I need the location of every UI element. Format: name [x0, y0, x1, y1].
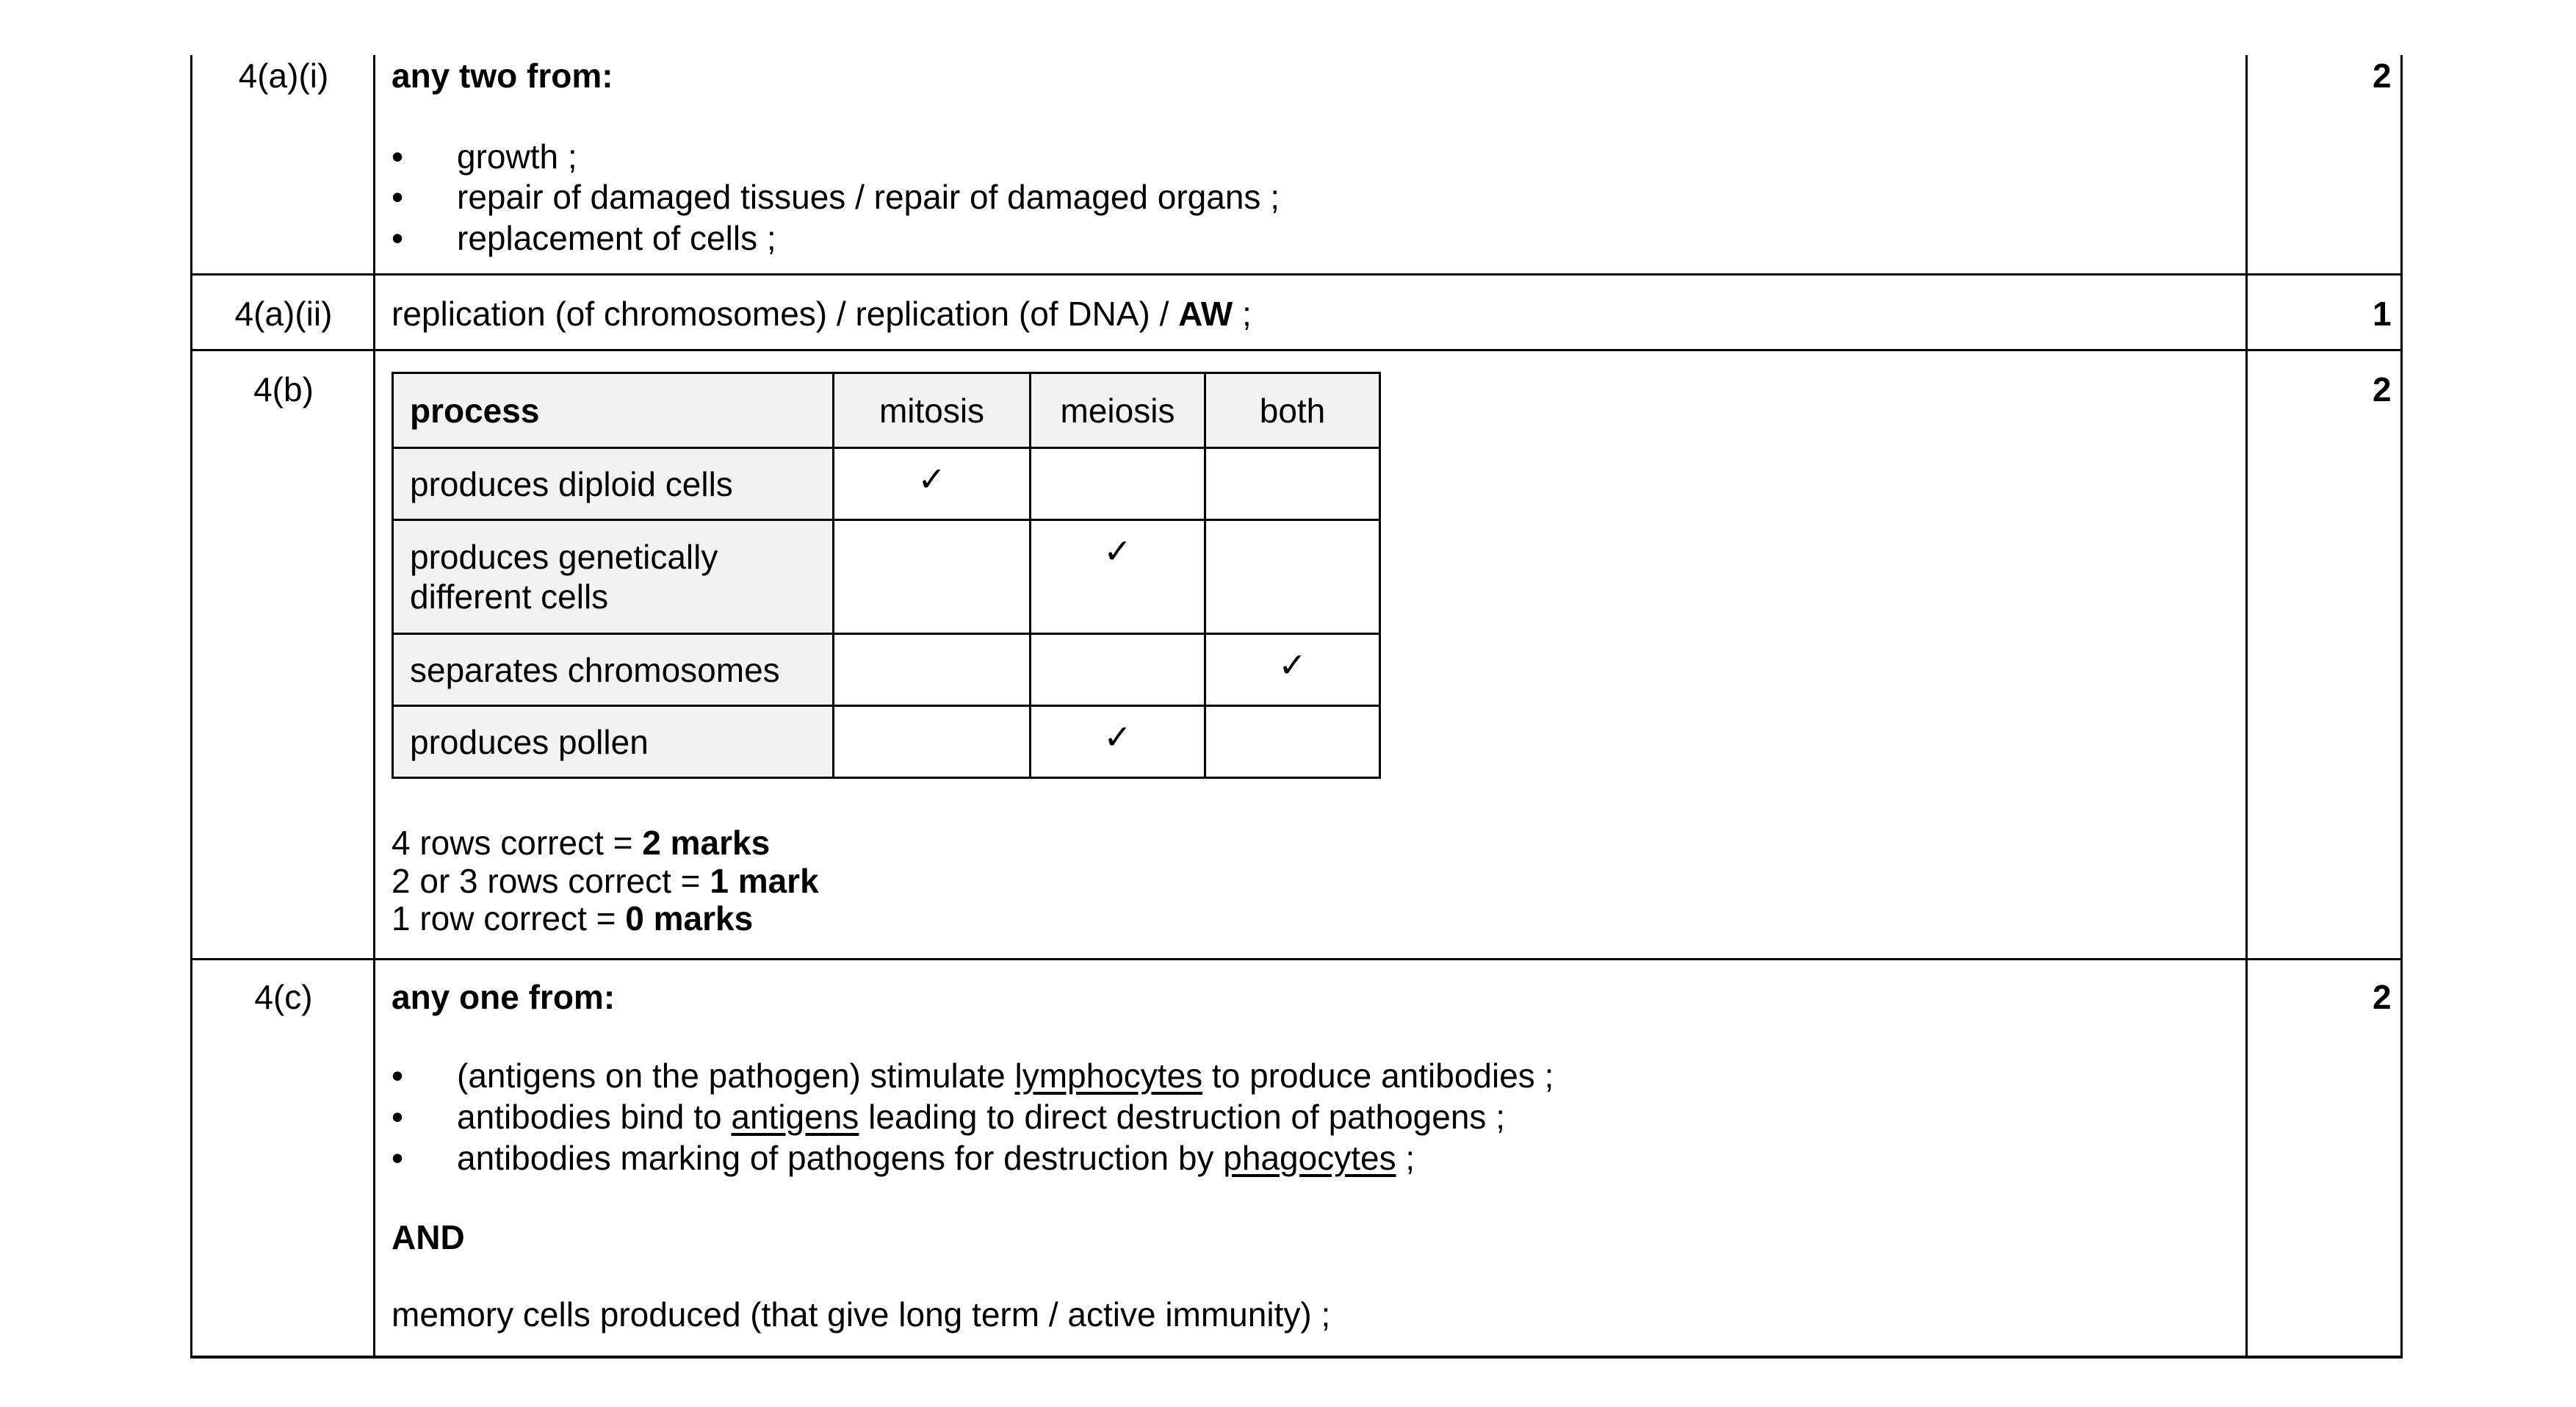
tick-cell: [834, 634, 1031, 706]
table-header-row: [393, 373, 1380, 448]
row-divider: [190, 958, 2403, 960]
point-text: antibodies marking of pathogens for destruction by: [457, 1139, 1224, 1177]
answer-final-point: memory cells produced (that give long term / active immunity) ;: [392, 1295, 1331, 1334]
answer-heading: any two from:: [392, 57, 613, 95]
answer-point: replacement of cells ;: [457, 219, 776, 257]
bullet-icon: •: [392, 1139, 404, 1177]
table-border-right: [2400, 55, 2403, 1359]
table-row: [393, 634, 1380, 706]
marks-value: 1: [2373, 295, 2392, 333]
table-divider-question: [373, 55, 375, 1359]
scoring-marks: 2 marks: [642, 824, 771, 862]
process-line: different cells: [410, 577, 609, 616]
tick-cell: [1031, 634, 1205, 706]
process-cell: produces pollen: [393, 706, 834, 778]
table-divider-marks: [2245, 55, 2248, 1359]
table-row: [393, 706, 1380, 778]
answer-text: [392, 294, 1252, 334]
underlined-keyword: lymphocytes: [1014, 1057, 1203, 1095]
scoring-line: [392, 823, 770, 863]
row-divider: [190, 349, 2403, 351]
tick-cell: [1205, 520, 1380, 634]
tick-cell: [834, 706, 1031, 778]
answer-point: growth ;: [457, 137, 577, 176]
answer-point: [457, 1097, 1505, 1137]
tick-icon: ✓: [1031, 706, 1205, 778]
answer-point: repair of damaged tissues / repair of damaged organs ;: [457, 178, 1280, 216]
and-label: AND: [392, 1218, 465, 1256]
point-text: leading to direct destruction of pathogens ;: [859, 1098, 1505, 1136]
process-cell: [393, 520, 834, 634]
bullet-icon: •: [392, 1057, 404, 1095]
header-meiosis: meiosis: [1031, 373, 1205, 448]
bullet-icon: •: [392, 219, 404, 257]
scoring-text: 2 or 3 rows correct =: [392, 862, 710, 900]
scoring-line: [392, 899, 753, 938]
scoring-text: 1 row correct =: [392, 899, 626, 938]
scoring-marks: 0 marks: [625, 899, 754, 938]
process-line: produces genetically: [410, 538, 718, 576]
scoring-line: [392, 861, 819, 901]
answer-text-end: ;: [1233, 295, 1252, 333]
question-number: 4(b): [253, 370, 314, 409]
question-number: 4(a)(i): [238, 57, 329, 95]
tick-icon: ✓: [1031, 520, 1205, 634]
point-text: to produce antibodies ;: [1202, 1057, 1554, 1095]
tick-cell: [1205, 706, 1380, 778]
scoring-text: 4 rows correct =: [392, 824, 643, 862]
process-cell: produces diploid cells: [393, 448, 834, 520]
point-text: antibodies bind to: [457, 1098, 732, 1136]
row-divider: [190, 273, 2403, 276]
table-row: [393, 448, 1380, 520]
tick-cell: [1205, 448, 1380, 520]
tick-cell: [1031, 448, 1205, 520]
scoring-marks: 1 mark: [710, 862, 819, 900]
answer-point: [457, 1138, 1415, 1178]
answer-text-main: replication (of chromosomes) / replication (of DNA) /: [392, 295, 1179, 333]
table-border-left: [190, 55, 192, 1359]
answer-point: [457, 1056, 1554, 1095]
tick-icon: ✓: [1205, 634, 1380, 706]
answer-heading: any one from:: [392, 978, 616, 1016]
header-process: process: [393, 373, 834, 448]
tick-cell: [834, 520, 1031, 634]
underlined-keyword: antigens: [731, 1098, 859, 1136]
bullet-icon: •: [392, 1098, 404, 1136]
tick-icon: ✓: [834, 448, 1031, 520]
marks-value: 2: [2373, 978, 2392, 1016]
question-number: 4(c): [254, 978, 313, 1016]
answer-text-aw: AW: [1178, 295, 1233, 333]
question-number: 4(a)(ii): [234, 295, 333, 333]
marks-value: 2: [2373, 57, 2392, 95]
table-row: [393, 520, 1380, 634]
header-both: both: [1205, 373, 1380, 448]
header-mitosis: mitosis: [834, 373, 1031, 448]
process-table: [392, 372, 1381, 779]
underlined-keyword: phagocytes: [1223, 1139, 1396, 1177]
process-cell: separates chromosomes: [393, 634, 834, 706]
marks-value: 2: [2373, 370, 2392, 409]
table-border-bottom: [190, 1356, 2403, 1359]
point-text: (antigens on the pathogen) stimulate: [457, 1057, 1015, 1095]
bullet-icon: •: [392, 137, 404, 176]
bullet-icon: •: [392, 178, 404, 216]
point-text: ;: [1396, 1139, 1415, 1177]
